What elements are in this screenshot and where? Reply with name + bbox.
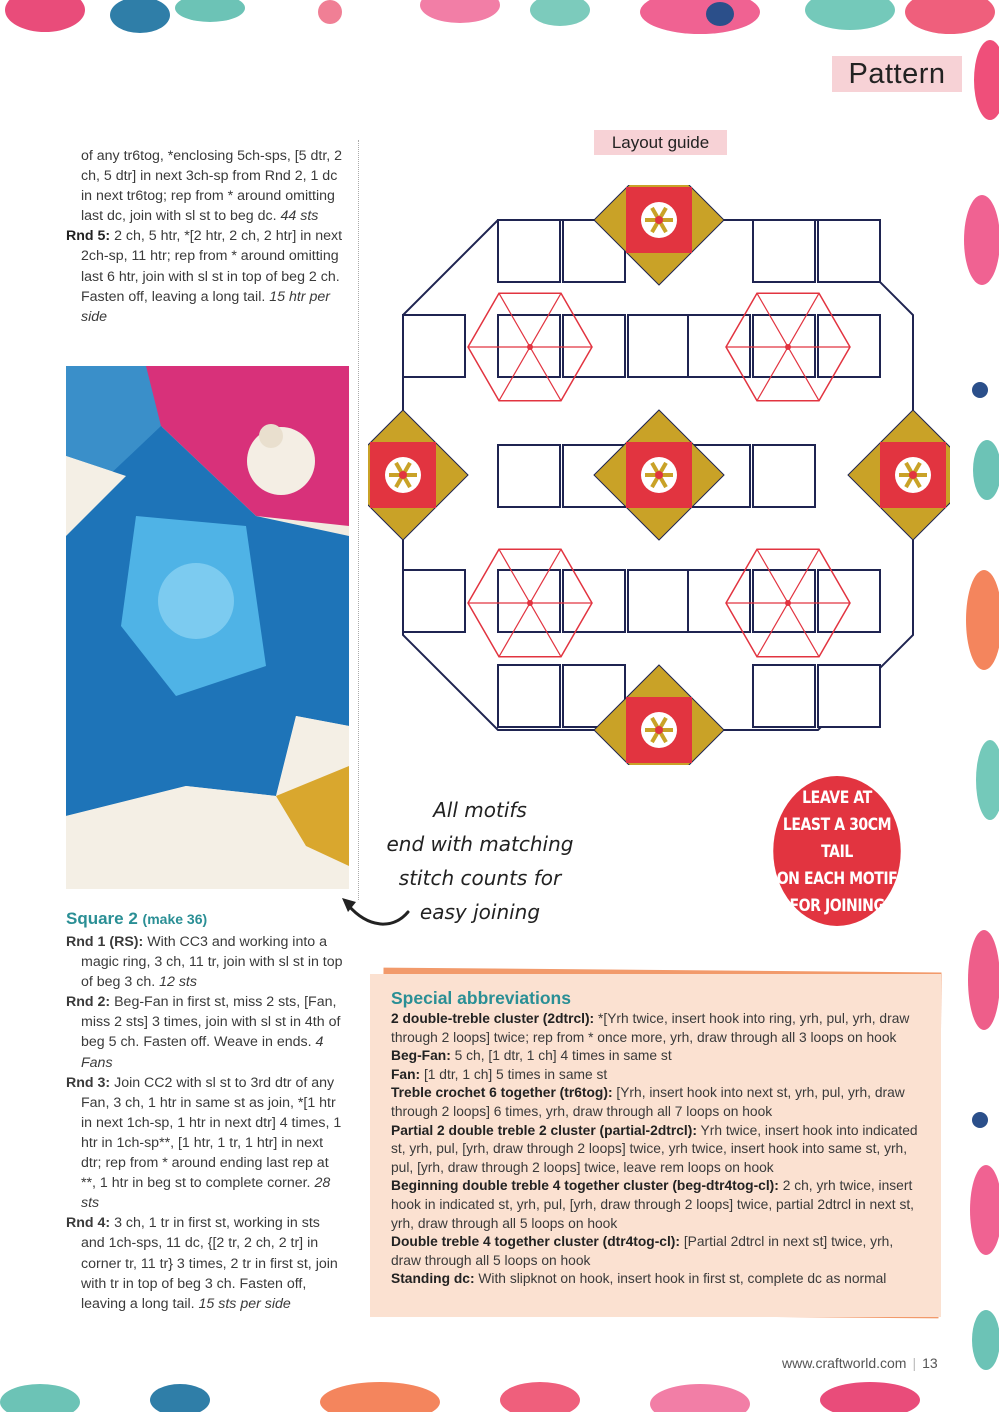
abbr-term: Partial 2 double treble 2 cluster (partial-2dtrcl):: [391, 1122, 697, 1138]
round-count: 15 sts per side: [198, 1295, 291, 1312]
layout-hex-center: [785, 344, 791, 350]
layout-square: [498, 665, 560, 727]
note-line: stitch counts for: [398, 866, 562, 890]
abbreviation-item: [391, 1270, 921, 1289]
intro-text: of any tr6tog, *enclosing 5ch-sps, [5 dtr, 2 ch, 5 dtr] in next 3ch-sp from Rnd 2, 1 dc in next tr6tog; rep from * around omitting last dc, join with sl st to beg dc.: [81, 148, 343, 225]
note-line: end with matching: [386, 832, 574, 856]
special-abbreviations-box: [370, 970, 940, 1320]
abbr-term: Treble crochet 6 together (tr6tog):: [391, 1085, 613, 1101]
round-item: [66, 992, 346, 1072]
rnd5-text: 2 ch, 5 htr, *[2 htr, 2 ch, 2 htr] in next 2ch-sp, 11 htr; rep from * around omitting last 6 htr, join with sl st in top of beg 2 ch. Fasten off, leaving a long tail.: [81, 228, 343, 305]
layout-square: [818, 665, 880, 727]
abbr-def: With slipknot on hook, insert hook in first st, complete dc as normal: [478, 1271, 887, 1287]
layout-square: [753, 665, 815, 727]
abbr-term: 2 double-treble cluster (2dtrcl):: [391, 1011, 595, 1026]
abbreviation-item: [391, 1084, 921, 1121]
layout-square: [498, 220, 560, 282]
layout-square: [403, 315, 465, 377]
layout-square: [498, 445, 560, 507]
round-count: 12 sts: [159, 974, 197, 991]
layout-flower-center: [655, 216, 663, 224]
layout-square: [753, 315, 815, 377]
square2-title-note: (make 36): [142, 911, 208, 927]
layout-diagram: [368, 185, 950, 765]
layout-hex-center: [527, 344, 533, 350]
round-text: 3 ch, 1 tr in first st, working in sts and 1ch-sps, 11 dc, {[2 tr, 2 ch, 2 tr] in corner tr, 11 tr} 3 times, 2 tr in first st, join with tr in top of beg 3 ch. Fasten off, leaving a long tail.: [81, 1215, 338, 1312]
layout-hex-center: [785, 600, 791, 606]
layout-square: [403, 570, 465, 632]
layout-square: [753, 570, 815, 632]
column-divider: [358, 140, 359, 900]
round-label: Rnd 1 (RS):: [66, 934, 144, 950]
layout-flower-center: [399, 471, 407, 479]
layout-square: [688, 570, 750, 632]
round-item: [66, 1213, 346, 1313]
abbr-term: Beg-Fan:: [391, 1048, 451, 1064]
layout-flower-center: [909, 471, 917, 479]
note-line: All motifs: [433, 798, 527, 822]
square2-section: [66, 908, 346, 1314]
abbreviation-item: [391, 1177, 921, 1233]
abbr-term: Beginning double treble 4 together cluster (beg-dtr4tog-cl):: [391, 1178, 779, 1194]
layout-guide-label: Layout guide: [594, 130, 727, 155]
abbr-def: [Partial 2dtrcl in next st] twice, yrh, draw through all 5 loops on hook: [391, 1234, 894, 1268]
crochet-photo: [66, 366, 349, 889]
round-label: Rnd 3:: [66, 1074, 111, 1091]
left-column-text: [66, 146, 346, 327]
round-count: 4 Fans: [81, 1034, 324, 1071]
badge-line: LEAVE AT: [802, 787, 872, 807]
badge-line: FOR JOINING: [789, 895, 885, 915]
tail-tip-badge: [773, 776, 901, 926]
abbr-def: [Yrh, insert hook into next st, yrh, pul, yrh, draw through 2 loops] 6 times, yrh, draw through all 7 loops on hook: [391, 1085, 905, 1119]
abbr-term: Standing dc:: [391, 1271, 475, 1287]
layout-square: [628, 570, 690, 632]
floral-border-right: [962, 40, 999, 1376]
round-label: Rnd 2:: [66, 994, 111, 1011]
abbreviations-title: Special abbreviations: [391, 988, 571, 1008]
layout-flower-center: [655, 726, 663, 734]
round-item: [66, 1073, 346, 1214]
abbr-def: 5 ch, [1 dtr, 1 ch] 4 times in same st: [454, 1048, 672, 1064]
round-text: Beg-Fan in first st, miss 2 sts, [Fan, miss 2 sts] 3 times, join with sl st in 4th of beg 5 ch. Fasten off. Weave in ends.: [81, 994, 341, 1051]
abbreviation-item: [391, 1233, 921, 1270]
abbr-term: Double treble 4 together cluster (dtr4tog-cl):: [391, 1234, 680, 1250]
layout-square: [753, 220, 815, 282]
abbr-term: Fan:: [391, 1066, 421, 1082]
square2-heading: [66, 908, 346, 930]
round-text: Join CC2 with sl st to 3rd dtr of any Fan, 3 ch, 1 htr in same st as join, *[1 htr in next 1ch-sp, 1 htr in next dtr] 4 times, 1 htr in 1ch-sp**, [1 htr, 1 tr, 1 htr] in next dtr; rep from * around ending last rep at **, 1 htr in beg st to complete corner.: [81, 1074, 342, 1192]
layout-square: [753, 445, 815, 507]
layout-square: [563, 570, 625, 632]
badge-line: ON EACH MOTIF: [776, 868, 898, 888]
layout-square: [628, 315, 690, 377]
intro-count: 44 sts: [280, 208, 319, 225]
abbreviation-item: [391, 1066, 921, 1085]
abbr-def: 2 ch, yrh twice, insert hook in indicated st, yrh, pul, [yrh, draw through 2 loops] twice, partial 2dtrcl in next st, yrh, draw through all 5 loops on hook: [391, 1178, 915, 1231]
round-item: [66, 932, 346, 992]
round-label: Rnd 4:: [66, 1215, 111, 1232]
section-tab: Pattern: [832, 56, 962, 92]
abbreviation-item: [391, 1010, 921, 1047]
abbr-def: *[Yrh twice, insert hook into ring, yrh, pul, yrh, draw through 2 loops] twice; rep from * once more, yrh, draw through all 3 loops on hook: [391, 1011, 910, 1045]
footer: www.craftworld.com | 13: [782, 1355, 938, 1371]
abbreviation-item: [391, 1122, 921, 1178]
layout-square: [563, 315, 625, 377]
abbr-def: Yrh twice, insert hook into indicated st, yrh, pul, [yrh, draw through 2 loops] twice, yrh twice, insert hook into same st, yrh, pul, [yrh, draw through 2 loops] twice, leave rem loops on hook: [391, 1122, 918, 1175]
layout-flower-center: [655, 471, 663, 479]
abbreviation-item: [391, 1047, 921, 1066]
note-line: easy joining: [419, 900, 541, 924]
layout-square: [688, 315, 750, 377]
badge-line: LEAST A 30CM TAIL: [782, 814, 892, 861]
round-text: With CC3 and working into a magic ring, 3 ch, 11 tr, join with sl st in top of beg 3 ch.: [81, 934, 343, 991]
floral-border-top: [0, 0, 999, 40]
square2-title: Square 2: [66, 909, 138, 928]
rnd5-label: Rnd 5:: [66, 228, 111, 245]
floral-border-bottom: [0, 1376, 999, 1412]
layout-square: [818, 220, 880, 282]
curved-arrow-icon: [338, 890, 418, 935]
rnd5-count: 15 htr per side: [81, 288, 330, 325]
footer-url: www.craftworld.com: [782, 1355, 907, 1371]
page-number: 13: [922, 1355, 938, 1371]
layout-hex-center: [527, 600, 533, 606]
round-count: 28 sts: [81, 1175, 331, 1212]
abbr-def: [1 dtr, 1 ch] 5 times in same st: [423, 1066, 608, 1082]
